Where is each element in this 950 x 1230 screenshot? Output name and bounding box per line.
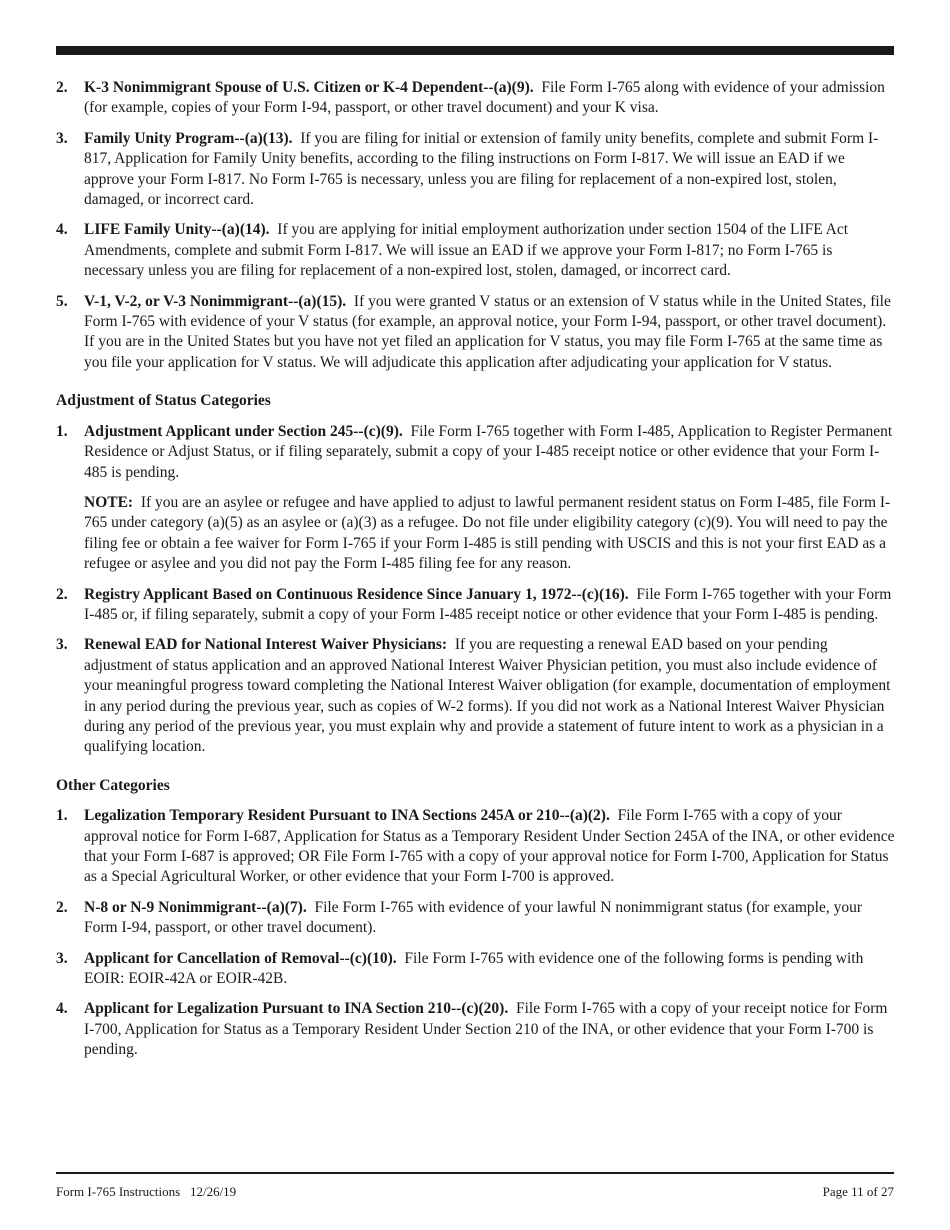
note-text: If you are an asylee or refugee and have applied to adjust to lawful permanent resident status on Form I-485, file Form I-765 under category (a)(5) as an asylee or (a)(3) as a refugee. Do not file under eligibility category (c)(9). You will need to pay the filing fee or obtain a fee waiver for Form I-765 if your Form I-485 is still pending with USCIS and this is not your first EAD as a refugee or asylee and you did not pay the Form I-485 filing fee for any reason. [84,493,891,573]
item-number: 2. [56,79,68,96]
note-block [84,493,896,575]
note-label: NOTE: [84,493,134,511]
item-number: 3. [56,949,68,967]
item-title: LIFE Family Unity--(a)(14). [84,221,270,239]
section-heading-other: Other Categories [56,776,170,794]
item-number: 2. [56,898,68,916]
item-title: Legalization Temporary Resident Pursuant to INA Sections 245A or 210--(a)(2). [84,807,610,825]
item-number: 3. [56,636,68,654]
item-text: File Form I-765 along with evidence of your admission (for example, copies of your Form I-94, passport, or other travel document) and your K visa. [84,79,885,117]
item-text: File Form I-765 with a copy of your approval notice for Form I-687, Application for Status as a Temporary Resident Under Section 245A of the INA, or other evidence that your Form I-687 is approved; OR File Form I-765 with a copy of your approval notice for Form I-700, Application for Status as a Special Agricultural Worker, or other evidence that your Form I-700 is approved. [84,807,895,886]
item-title: K-3 Nonimmigrant Spouse of U.S. Citizen or K-4 Dependent--(a)(9). [84,79,534,96]
list-item-renewal-physician [56,635,896,757]
item-title: N-8 or N-9 Nonimmigrant--(a)(7). [84,898,307,916]
item-text: File Form I-765 together with Form I-485, Application to Register Permanent Residence or Adjust Status, or if filing separately, submit a copy of your I-485 receipt notice or other evidence that your Form I-485 is pending. [84,422,893,481]
item-text: File Form I-765 with evidence one of the following forms is pending with EOIR: EOIR-42A or EOIR-42B. [84,949,864,988]
footer-form-info: Form I-765 Instructions 12/26/19 [56,1184,237,1199]
list-item-cancellation-removal [56,949,896,990]
page-content [56,78,896,1071]
item-text: If you are filing for initial or extension of family unity benefits, complete and submit Form I-817, Application for Family Unity benefits, according to the filing instructions on Form I-817. We will issue an EAD if we approve your Form I-817. No Form I-765 is necessary, unless you are filing for replacement of a non-expired lost, stolen, damaged, or incorrect card. [84,129,879,209]
list-item-n-nonimmigrant [56,898,896,939]
list-item-family-unity [56,129,896,211]
item-text: File Form I-765 together with your Form I-485 or, if filing separately, submit a copy of your Form I-485 receipt notice or other evidence that your Form I-485 is pending. [84,585,892,623]
list-item-registry [56,585,896,626]
section-heading-adjustment: Adjustment of Status Categories [56,392,271,410]
item-number: 2. [56,585,68,603]
footer-page-number: Page 11 of 27 [822,1184,894,1199]
item-title: Renewal EAD for National Interest Waiver Physicians: [84,636,448,654]
item-text: If you are requesting a renewal EAD based on your pending adjustment of status application and an approved National Interest Waiver Physician petition, you must also include evidence of your meaningful progress toward completing the National Interest Waiver obligation (for example, documentation of employment in any period during the previous year, such as copies of W-2 forms). If you did not work as a National Interest Waiver Physician during any period of the previous year, you must explain why and provide a statement of future intent to work as a physician in a qualifying location. [84,636,891,756]
list-item-adjustment-245 [56,422,896,483]
item-text: If you are applying for initial employment authorization under section 1504 of the LIFE Act Amendments, complete and submit Form I-817. We will issue an EAD if we approve your Form I-817; no Form I-765 is necessary unless you are filing for replacement of a non-expired lost, stolen, damaged, or incorrect card. [84,221,849,280]
item-number: 1. [56,422,68,440]
page-footer [56,1184,894,1200]
list-item-legalization-temporary [56,806,896,888]
item-number: 4. [56,1000,68,1018]
item-title: Registry Applicant Based on Continuous Residence Since January 1, 1972--(c)(16). [84,585,629,603]
item-number: 3. [56,129,68,147]
item-title: Applicant for Legalization Pursuant to INA Section 210--(c)(20). [84,1000,509,1018]
item-text: File Form I-765 with evidence of your lawful N nonimmigrant status (for example, your Form I-94, passport, or other travel document). [84,898,863,937]
item-title: Family Unity Program--(a)(13). [84,129,293,147]
item-number: 5. [56,292,68,310]
item-title: V-1, V-2, or V-3 Nonimmigrant--(a)(15). [84,292,347,310]
top-rule [56,46,894,55]
list-item-legalization-210 [56,999,896,1060]
list-item-v-nonimmigrant [56,292,896,374]
list-item-k3 [56,78,896,119]
item-text: File Form I-765 with a copy of your receipt notice for Form I-700, Application for Status as a Temporary Resident Under Section 210 of the INA, or other evidence that your Form I-700 is pending. [84,1000,888,1059]
item-title: Applicant for Cancellation of Removal--(c)(10). [84,949,397,967]
item-title: Adjustment Applicant under Section 245--(c)(9). [84,422,403,440]
footer-rule [56,1172,894,1174]
item-text: If you were granted V status or an extension of V status while in the United States, file Form I-765 with evidence of your V status (for example, an approval notice, your Form I-94, passport, or other travel document). If you are in the United States but you have not yet filed an application for V status, you may file Form I-765 at the same time as you file your application for V status. We will adjudicate this application after adjudicating your application for V status. [84,292,891,371]
list-item-life-family-unity [56,220,896,281]
item-number: 4. [56,221,68,239]
item-number: 1. [56,807,68,825]
